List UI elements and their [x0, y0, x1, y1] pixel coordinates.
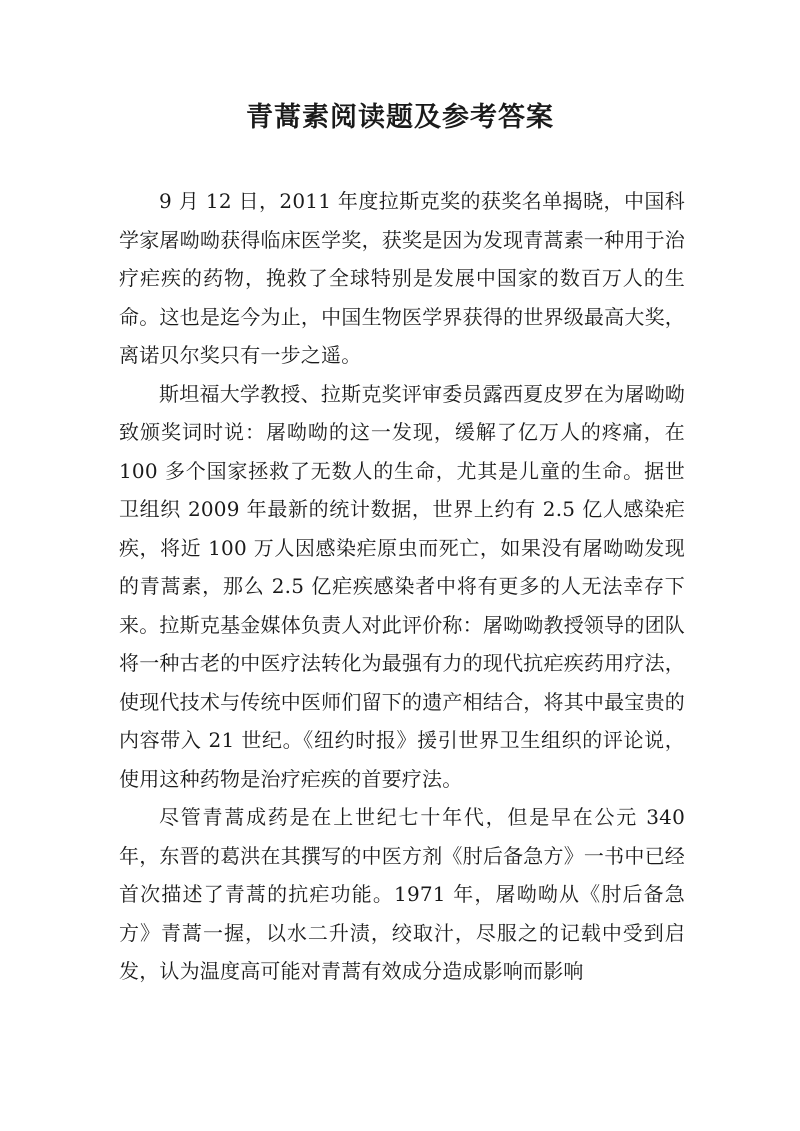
paragraph: 9 月 12 日，2011 年度拉斯克奖的获奖名单揭晓，中国科学家屠呦呦获得临床医学奖，获奖是因为发现青蒿素一种用于治疗疟疾的药物，挽救了全球特别是发展中国家的数百万人的生命。这也是迄今为止，中国生物医学界获得的世界级最高大奖，离诺贝尔奖只有一步之遥。: [119, 189, 685, 367]
paragraph: 斯坦福大学教授、拉斯克奖评审委员露西夏皮罗在为屠呦呦致颁奖词时说：屠呦呦的这一发现，缓解了亿万人的疼痛，在 100 多个国家拯救了无数人的生命，尤其是儿童的生命。据世卫组织 2009 年最新的统计数据，世界上约有 2.5 亿人感染疟疾，将近 100 万人因感染疟原虫而死亡，如果没有屠呦呦发现的青蒿素，那么 2.5 亿疟疾感染者中将有更多的人无法幸存下来。拉斯克基金媒体负责人对此评价称：屠呦呦教授领导的团队将一种古老的中医疗法转化为最强有力的现代抗疟疾药用疗法，使现代技术与传统中医师们留下的遗产相结合，将其中最宝贵的内容带入 21 世纪。《纽约时报》援引世界卫生组织的评论说，使用这种药物是治疗疟疾的首要疗法。: [119, 381, 685, 791]
paragraph: 尽管青蒿成药是在上世纪七十年代，但是早在公元 340 年，东晋的葛洪在其撰写的中医方剂《肘后备急方》一书中已经首次描述了青蒿的抗疟功能。1971 年，屠呦呦从《肘后备急方》青蒿一握，以水二升渍，绞取汁，尽服之的记载中受到启发，认为温度高可能对青蒿有效成分造成影响而影响: [119, 805, 685, 983]
document-title: 青蒿素阅读题及参考答案: [246, 102, 554, 133]
document-body: [119, 182, 685, 991]
